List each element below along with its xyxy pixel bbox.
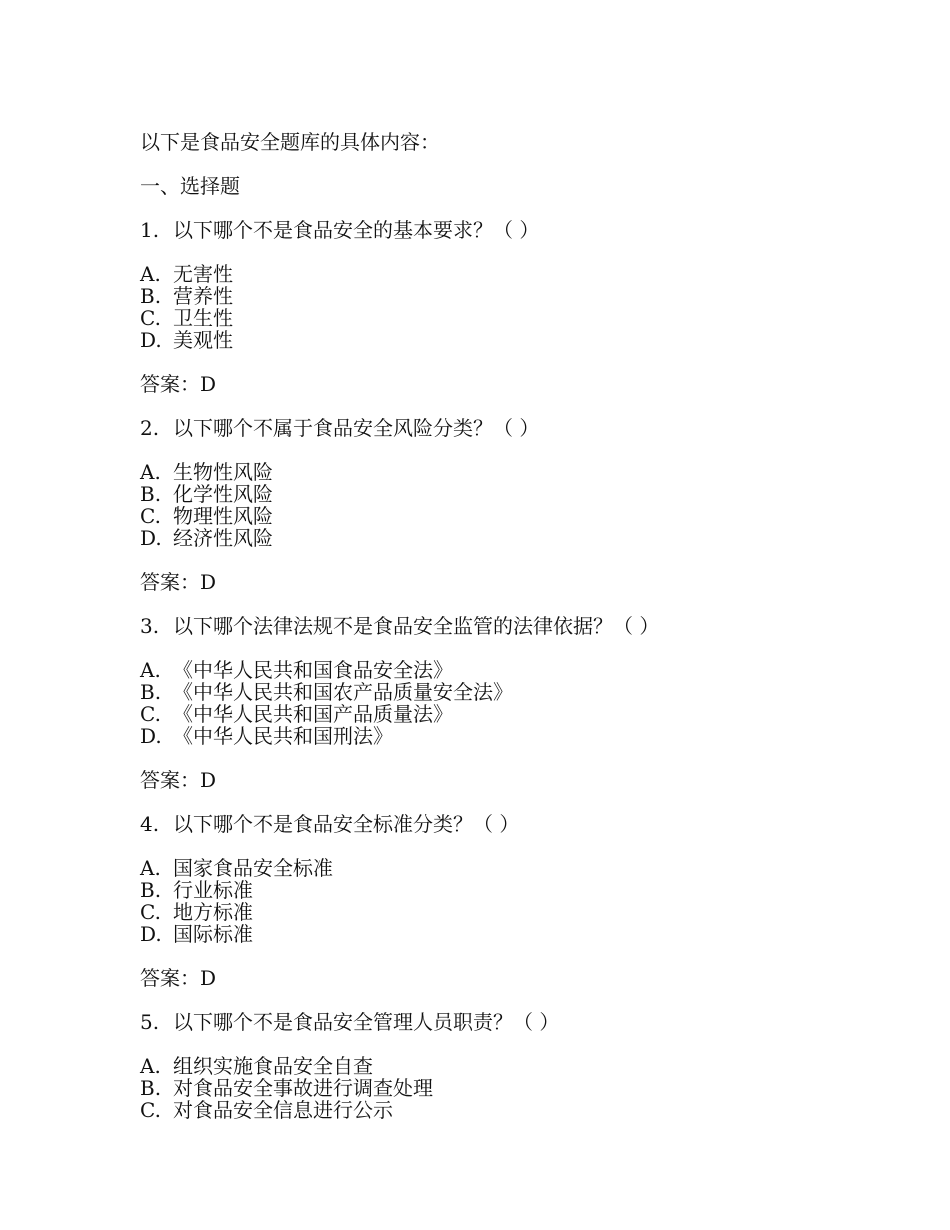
option-letter: A. xyxy=(140,460,161,484)
option-item xyxy=(140,879,900,901)
option-item xyxy=(140,527,900,549)
document-body xyxy=(140,131,900,1143)
question-stem: 以下哪个法律法规不是食品安全监管的法律依据？（ ） xyxy=(173,614,660,638)
option-letter: C. xyxy=(140,702,161,726)
option-item xyxy=(140,307,900,329)
option-text: 美观性 xyxy=(173,328,233,352)
question-text xyxy=(140,219,900,241)
question-block xyxy=(140,417,900,593)
option-text: 物理性风险 xyxy=(173,504,273,528)
option-text: 《中华人民共和国食品安全法》 xyxy=(173,658,453,682)
option-text: 经济性风险 xyxy=(173,526,273,550)
option-list xyxy=(140,659,900,747)
question-number: 2. xyxy=(140,416,160,440)
option-item xyxy=(140,1077,900,1099)
option-item xyxy=(140,725,900,747)
option-list xyxy=(140,1055,900,1121)
question-text xyxy=(140,813,900,835)
option-item xyxy=(140,1099,900,1121)
answer-text: 答案：D xyxy=(140,570,217,594)
option-text: 行业标准 xyxy=(173,878,253,902)
option-text: 营养性 xyxy=(173,284,233,308)
option-letter: C. xyxy=(140,1098,161,1122)
option-text: 国家食品安全标准 xyxy=(173,856,333,880)
option-text: 对食品安全信息进行公示 xyxy=(173,1098,393,1122)
option-list xyxy=(140,461,900,549)
question-stem: 以下哪个不是食品安全标准分类？（ ） xyxy=(173,812,520,836)
option-item xyxy=(140,461,900,483)
question-text xyxy=(140,615,900,637)
option-text: 组织实施食品安全自查 xyxy=(173,1054,373,1078)
option-list xyxy=(140,263,900,351)
option-item xyxy=(140,857,900,879)
question-number: 5. xyxy=(140,1010,160,1034)
option-text: 化学性风险 xyxy=(173,482,273,506)
option-text: 卫生性 xyxy=(173,306,233,330)
option-text: 生物性风险 xyxy=(173,460,273,484)
question-stem: 以下哪个不属于食品安全风险分类？（ ） xyxy=(173,416,540,440)
option-letter: B. xyxy=(140,878,162,902)
option-letter: D. xyxy=(140,526,162,550)
question-number: 4. xyxy=(140,812,160,836)
option-letter: C. xyxy=(140,900,161,924)
option-letter: C. xyxy=(140,306,161,330)
question-number: 1. xyxy=(140,218,160,242)
option-letter: D. xyxy=(140,328,162,352)
option-text: 《中华人民共和国产品质量法》 xyxy=(173,702,453,726)
option-letter: A. xyxy=(140,658,161,682)
option-letter: A. xyxy=(140,1054,161,1078)
option-letter: B. xyxy=(140,482,162,506)
option-item xyxy=(140,505,900,527)
option-item xyxy=(140,329,900,351)
option-item xyxy=(140,703,900,725)
section-title: 一、选择题 xyxy=(140,174,240,198)
option-item xyxy=(140,263,900,285)
question-block xyxy=(140,1011,900,1121)
option-item xyxy=(140,901,900,923)
option-text: 无害性 xyxy=(173,262,233,286)
option-letter: C. xyxy=(140,504,161,528)
option-text: 对食品安全事故进行调查处理 xyxy=(173,1076,433,1100)
option-letter: A. xyxy=(140,856,161,880)
question-block xyxy=(140,813,900,989)
question-stem: 以下哪个不是食品安全的基本要求？（ ） xyxy=(173,218,540,242)
option-letter: B. xyxy=(140,284,162,308)
option-item xyxy=(140,659,900,681)
option-list xyxy=(140,857,900,945)
question-text xyxy=(140,1011,900,1033)
option-item xyxy=(140,483,900,505)
option-text: 地方标准 xyxy=(173,900,253,924)
option-letter: A. xyxy=(140,262,161,286)
answer-text: 答案：D xyxy=(140,768,217,792)
question-block xyxy=(140,219,900,395)
question-stem: 以下哪个不是食品安全管理人员职责？（ ） xyxy=(173,1010,560,1034)
question-number: 3. xyxy=(140,614,160,638)
question-text xyxy=(140,417,900,439)
option-letter: D. xyxy=(140,724,162,748)
question-block xyxy=(140,615,900,791)
option-item xyxy=(140,1055,900,1077)
option-letter: B. xyxy=(140,680,162,704)
option-letter: B. xyxy=(140,1076,162,1100)
option-text: 国际标准 xyxy=(173,922,253,946)
option-letter: D. xyxy=(140,922,162,946)
answer-text: 答案：D xyxy=(140,372,217,396)
option-item xyxy=(140,681,900,703)
answer-text: 答案：D xyxy=(140,966,217,990)
option-text: 《中华人民共和国农产品质量安全法》 xyxy=(173,680,513,704)
intro-text: 以下是食品安全题库的具体内容： xyxy=(140,130,440,154)
option-item xyxy=(140,285,900,307)
option-item xyxy=(140,923,900,945)
option-text: 《中华人民共和国刑法》 xyxy=(173,724,393,748)
